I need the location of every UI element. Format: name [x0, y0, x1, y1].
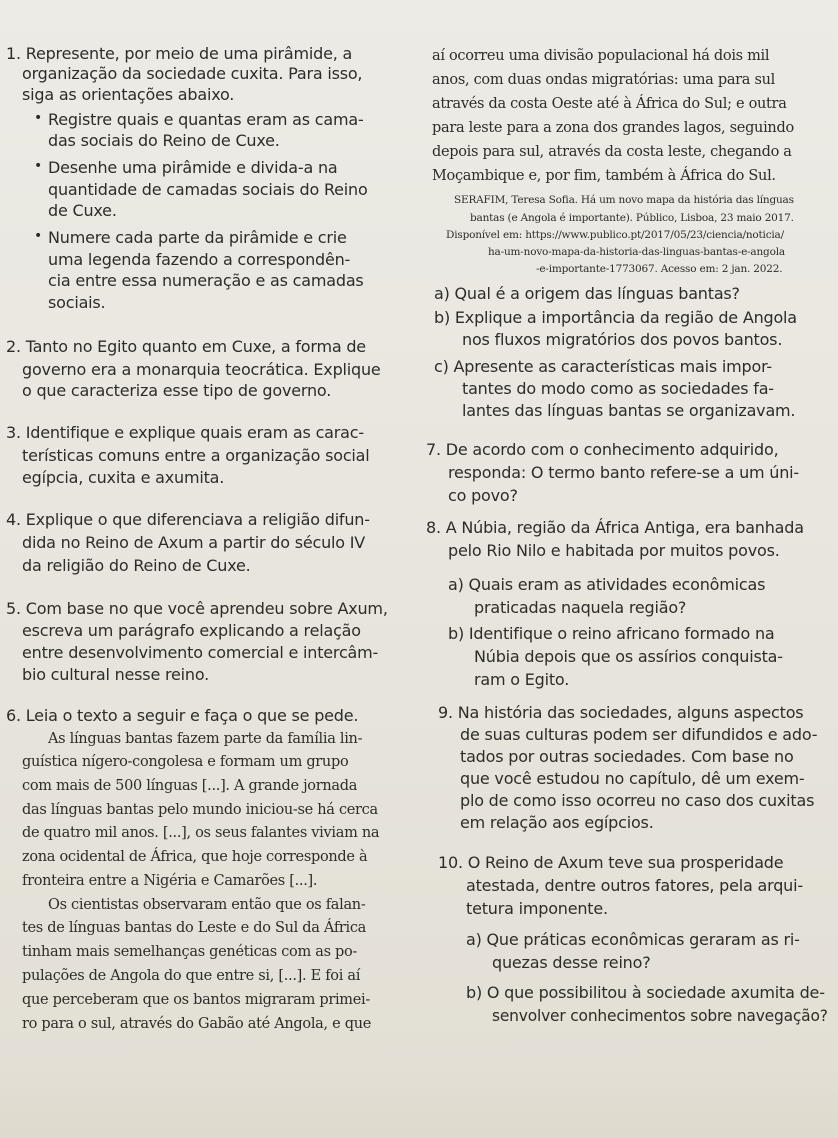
- bullet-icon: •: [34, 228, 43, 244]
- left-text-line: Desenhe uma pirâmide e divida-a na: [48, 158, 338, 177]
- left-text-line: 6. Leia o texto a seguir e faça o que se pede.: [6, 706, 359, 725]
- left-text-line: As línguas bantas fazem parte da família lin-: [48, 731, 363, 747]
- right-text-line: de suas culturas podem ser difundidos e ado-: [460, 725, 818, 744]
- right-text-line: a) Que práticas econômicas geraram as ri-: [466, 930, 800, 949]
- right-text-line: bantas (e Angola é importante). Público, Lisboa, 23 maio 2017.: [470, 212, 794, 224]
- right-text-line: tantes do modo como as sociedades fa-: [462, 379, 774, 398]
- right-text-line: c) Apresente as características mais impor-: [434, 357, 773, 376]
- right-text-line: senvolver conhecimentos sobre navegação?: [492, 1006, 828, 1025]
- right-text-line: SERAFIM, Teresa Sofia. Há um novo mapa da história das línguas: [454, 194, 794, 206]
- left-text-line: dida no Reino de Axum a partir do século IV: [22, 533, 366, 552]
- left-text-line: das línguas bantas pelo mundo iniciou-se há cerca: [22, 802, 378, 818]
- left-text-line: 3. Identifique e explique quais eram as carac-: [6, 423, 364, 442]
- left-text-line: governo era a monarquia teocrática. Explique: [22, 360, 381, 379]
- right-text-line: 7. De acordo com o conhecimento adquirido,: [426, 440, 779, 459]
- right-text-line: 10. O Reino de Axum teve sua prosperidade: [438, 853, 784, 872]
- right-text-line: co povo?: [448, 486, 518, 505]
- right-text-line: aí ocorreu uma divisão populacional há dois mil: [432, 48, 770, 64]
- left-text-line: de Cuxe.: [48, 201, 117, 220]
- right-text-line: praticadas naquela região?: [474, 598, 687, 617]
- left-text-line: siga as orientações abaixo.: [22, 85, 235, 104]
- left-text-line: tes de línguas bantas do Leste e do Sul da África: [22, 920, 367, 936]
- right-text-line: 9. Na história das sociedades, alguns aspectos: [438, 703, 804, 722]
- right-text-line: b) Identifique o reino africano formado na: [448, 624, 775, 643]
- left-text-line: terísticas comuns entre a organização social: [22, 446, 370, 465]
- left-text-line: da religião do Reino de Cuxe.: [22, 556, 251, 575]
- right-text-line: plo de como isso ocorreu no caso dos cuxitas: [460, 791, 815, 810]
- right-text-line: Núbia depois que os assírios conquista-: [474, 647, 783, 666]
- right-text-line: responda: O termo banto refere-se a um úni-: [448, 463, 799, 482]
- right-text-line: -e-importante-1773067. Acesso em: 2 jan. 2022.: [536, 263, 783, 275]
- right-text-line: através da costa Oeste até à África do Sul; e outra: [432, 96, 787, 112]
- right-text-line: que você estudou no capítulo, dê um exem-: [460, 769, 805, 788]
- page-shadow: [0, 1070, 838, 1138]
- left-text-line: tinham mais semelhanças genéticas com as po-: [22, 944, 358, 960]
- right-text-line: depois para sul, através da costa leste, chegando a: [432, 144, 792, 160]
- bullet-icon: •: [34, 158, 43, 174]
- left-text-line: pulações de Angola do que entre si, [...]. E foi aí: [22, 968, 361, 984]
- left-text-line: guística nígero-congolesa e formam um grupo: [22, 754, 349, 770]
- right-text-line: em relação aos egípcios.: [460, 813, 654, 832]
- left-text-line: de quatro mil anos. [...], os seus falantes viviam na: [22, 825, 380, 841]
- right-text-line: ram o Egito.: [474, 670, 570, 689]
- left-text-line: o que caracteriza esse tipo de governo.: [22, 381, 332, 400]
- right-text-line: pelo Rio Nilo e habitada por muitos povos.: [448, 541, 780, 560]
- left-text-line: entre desenvolvimento comercial e intercâm-: [22, 643, 379, 662]
- left-text-line: fronteira entre a Nigéria e Camarões [...].: [22, 873, 318, 889]
- left-text-line: que perceberam que os bantos migraram primei-: [22, 992, 370, 1008]
- right-text-line: a) Qual é a origem das línguas bantas?: [434, 284, 740, 303]
- left-text-line: zona ocidental de África, que hoje corresponde à: [22, 849, 368, 865]
- right-text-line: quezas desse reino?: [492, 953, 651, 972]
- left-text-line: escreva um parágrafo explicando a relação: [22, 621, 361, 640]
- left-text-line: com mais de 500 línguas [...]. A grande jornada: [22, 778, 358, 794]
- left-text-line: uma legenda fazendo a correspondên-: [48, 250, 351, 269]
- right-text-line: anos, com duas ondas migratórias: uma para sul: [432, 72, 775, 88]
- right-text-line: tados por outras sociedades. Com base no: [460, 747, 794, 766]
- left-text-line: 2. Tanto no Egito quanto em Cuxe, a forma de: [6, 337, 366, 356]
- left-text-line: 1. Represente, por meio de uma pirâmide, a: [6, 44, 353, 63]
- left-text-line: bio cultural nesse reino.: [22, 665, 210, 684]
- right-text-line: nos fluxos migratórios dos povos bantos.: [462, 330, 783, 349]
- right-text-line: b) Explique a importância da região de Angola: [434, 308, 797, 327]
- left-text-line: cia entre essa numeração e as camadas: [48, 271, 364, 290]
- left-text-line: quantidade de camadas sociais do Reino: [48, 180, 368, 199]
- left-text-line: 5. Com base no que você aprendeu sobre Axum,: [6, 599, 388, 618]
- right-text-line: Moçambique e, por fim, também à África do Sul.: [432, 168, 776, 184]
- left-text-line: Registre quais e quantas eram as cama-: [48, 110, 364, 129]
- bullet-icon: •: [34, 110, 43, 126]
- right-text-line: Disponível em: https://www.publico.pt/2017/05/23/ciencia/noticia/: [446, 229, 784, 241]
- left-text-line: das sociais do Reino de Cuxe.: [48, 131, 280, 150]
- left-text-line: Os cientistas observaram então que os falan-: [48, 897, 366, 913]
- left-text-line: ro para o sul, através do Gabão até Angola, e que: [22, 1016, 372, 1032]
- left-text-line: Numere cada parte da pirâmide e crie: [48, 228, 347, 247]
- right-text-line: a) Quais eram as atividades econômicas: [448, 575, 766, 594]
- right-text-line: tetura imponente.: [466, 899, 608, 918]
- right-text-line: b) O que possibilitou à sociedade axumita de-: [466, 983, 825, 1002]
- right-text-line: 8. A Núbia, região da África Antiga, era banhada: [426, 518, 804, 537]
- left-text-line: egípcia, cuxita e axumita.: [22, 468, 225, 487]
- left-text-line: sociais.: [48, 293, 106, 312]
- left-text-line: organização da sociedade cuxita. Para isso,: [22, 64, 363, 83]
- right-text-line: lantes das línguas bantas se organizavam.: [462, 401, 796, 420]
- right-text-line: ha-um-novo-mapa-da-historia-das-linguas-bantas-e-angola: [488, 246, 785, 258]
- right-text-line: para leste para a zona dos grandes lagos, seguindo: [432, 120, 794, 136]
- right-text-line: atestada, dentre outros fatores, pela arqui-: [466, 876, 803, 895]
- left-text-line: 4. Explique o que diferenciava a religião difun-: [6, 510, 370, 529]
